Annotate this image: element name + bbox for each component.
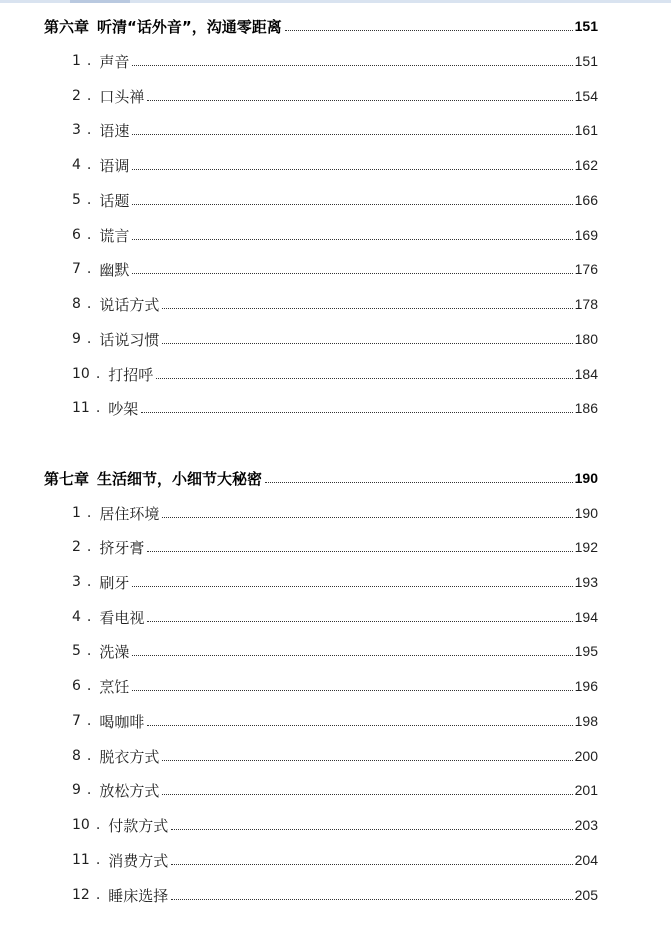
dot-leader: [132, 239, 572, 240]
page-number: 186: [574, 400, 598, 416]
entry-number: 2: [72, 88, 81, 104]
chapter-heading[interactable]: [44, 11, 598, 41]
toc-entry[interactable]: [44, 845, 598, 875]
dot-leader: [285, 30, 573, 31]
entry-number: 9: [72, 331, 81, 347]
toc-entry[interactable]: [44, 498, 598, 528]
entry-number: 11: [72, 852, 90, 868]
entry-separator: .: [86, 713, 92, 729]
dot-leader: [171, 864, 572, 865]
dot-leader: [162, 517, 572, 518]
entry-separator: .: [86, 331, 92, 347]
dot-leader: [132, 169, 572, 170]
entry-separator: .: [86, 157, 92, 173]
entry-separator: .: [86, 296, 92, 312]
toc-entry[interactable]: [44, 46, 598, 76]
page-number: 194: [574, 609, 598, 625]
dot-leader: [171, 899, 572, 900]
toc-entry[interactable]: [44, 636, 598, 666]
entry-separator: .: [86, 261, 92, 277]
dot-leader: [132, 204, 572, 205]
entry-number: 6: [72, 678, 81, 694]
dot-leader: [162, 343, 572, 344]
page-number: 196: [574, 678, 598, 694]
toc-entry[interactable]: [44, 185, 598, 215]
page-number: 162: [574, 157, 598, 173]
entry-separator: .: [86, 227, 92, 243]
entry-separator: .: [86, 122, 92, 138]
page-top-edge: [0, 0, 671, 3]
entry-number: 10: [72, 817, 90, 833]
dot-leader: [156, 378, 572, 379]
page-number: 203: [574, 817, 598, 833]
dot-leader: [147, 621, 572, 622]
chapter-heading[interactable]: [44, 463, 598, 493]
dot-leader: [132, 273, 572, 274]
dot-leader: [141, 412, 572, 413]
entry-number: 5: [72, 643, 81, 659]
entry-separator: .: [95, 400, 101, 416]
dot-leader: [162, 308, 572, 309]
entry-number: 6: [72, 227, 81, 243]
chapter-title: 听清“话外音”，沟通零距离: [97, 17, 282, 36]
page-number: 176: [574, 261, 598, 277]
entry-number: 2: [72, 539, 81, 555]
dot-leader: [132, 65, 572, 66]
entry-separator: .: [95, 366, 101, 382]
toc-entry[interactable]: [44, 324, 598, 354]
entry-separator: .: [86, 88, 92, 104]
entry-label: 消费方式: [108, 851, 169, 870]
entry-separator: .: [86, 748, 92, 764]
dot-leader: [162, 794, 572, 795]
chapter-label: 第六章: [44, 17, 90, 36]
entry-separator: .: [86, 782, 92, 798]
page-number: 198: [574, 713, 598, 729]
toc-entry[interactable]: [44, 671, 598, 701]
dot-leader: [147, 725, 572, 726]
toc-entry[interactable]: [44, 810, 598, 840]
entry-separator: .: [86, 505, 92, 521]
page-top-tab-mark: [70, 0, 130, 3]
entry-label: 口头禅: [99, 87, 145, 106]
page-number: 195: [574, 643, 598, 659]
entry-label: 语速: [99, 121, 130, 140]
page-number: 192: [574, 539, 598, 555]
page-number: 154: [574, 88, 598, 104]
entry-number: 1: [72, 53, 81, 69]
entry-number: 11: [72, 400, 90, 416]
page-number: 184: [574, 366, 598, 382]
chapter-label: 第七章: [44, 469, 90, 488]
entry-label: 烹饪: [99, 677, 130, 696]
entry-number: 3: [72, 122, 81, 138]
entry-label: 吵架: [108, 399, 139, 418]
entry-number: 12: [72, 887, 90, 903]
entry-label: 谎言: [99, 226, 130, 245]
page-number: 169: [574, 227, 598, 243]
page-number: 161: [574, 122, 598, 138]
toc-entry[interactable]: [44, 775, 598, 805]
entry-number: 8: [72, 748, 81, 764]
toc-entry[interactable]: [44, 81, 598, 111]
dot-leader: [171, 829, 572, 830]
entry-label: 居住环境: [99, 504, 160, 523]
entry-number: 3: [72, 574, 81, 590]
entry-separator: .: [86, 574, 92, 590]
chapter-title: 生活细节，小细节大秘密: [97, 469, 263, 488]
toc-entry[interactable]: [44, 289, 598, 319]
entry-label: 洗澡: [99, 642, 130, 661]
entry-label: 喝咖啡: [99, 712, 145, 731]
entry-label: 放松方式: [99, 781, 160, 800]
entry-separator: .: [86, 609, 92, 625]
page-number: 190: [574, 470, 598, 486]
entry-label: 挤牙膏: [99, 538, 145, 557]
entry-number: 4: [72, 609, 81, 625]
toc-entry[interactable]: [44, 706, 598, 736]
entry-separator: .: [86, 678, 92, 694]
page-number: 178: [574, 296, 598, 312]
entry-separator: .: [95, 887, 101, 903]
toc-entry[interactable]: [44, 532, 598, 562]
dot-leader: [132, 586, 572, 587]
entry-number: 8: [72, 296, 81, 312]
entry-label: 打招呼: [108, 365, 154, 384]
entry-label: 睡床选择: [108, 886, 169, 905]
entry-separator: .: [95, 817, 101, 833]
entry-number: 9: [72, 782, 81, 798]
entry-separator: .: [86, 643, 92, 659]
toc-entry[interactable]: [44, 220, 598, 250]
entry-label: 声音: [99, 52, 130, 71]
entry-label: 幽默: [99, 260, 130, 279]
toc-entry[interactable]: [44, 359, 598, 389]
entry-label: 说话方式: [99, 295, 160, 314]
dot-leader: [147, 100, 572, 101]
toc-entry[interactable]: [44, 254, 598, 284]
toc-entry[interactable]: [44, 741, 598, 771]
dot-leader: [132, 134, 572, 135]
entry-separator: .: [86, 53, 92, 69]
toc-entry[interactable]: [44, 567, 598, 597]
page-number: 151: [574, 18, 598, 34]
entry-label: 看电视: [99, 608, 145, 627]
entry-number: 10: [72, 366, 90, 382]
entry-label: 刷牙: [99, 573, 130, 592]
entry-label: 话题: [99, 191, 130, 210]
entry-number: 7: [72, 261, 81, 277]
page-number: 204: [574, 852, 598, 868]
entry-label: 语调: [99, 156, 130, 175]
entry-number: 5: [72, 192, 81, 208]
page-number: 190: [574, 505, 598, 521]
dot-leader: [147, 551, 572, 552]
page-number: 180: [574, 331, 598, 347]
toc-entry[interactable]: [44, 115, 598, 145]
entry-number: 4: [72, 157, 81, 173]
entry-separator: .: [86, 192, 92, 208]
entry-separator: .: [86, 539, 92, 555]
page-number: 201: [574, 782, 598, 798]
dot-leader: [265, 482, 573, 483]
dot-leader: [132, 655, 572, 656]
page-number: 200: [574, 748, 598, 764]
page-number: 151: [574, 53, 598, 69]
page-number: 205: [574, 887, 598, 903]
entry-label: 脱衣方式: [99, 747, 160, 766]
dot-leader: [132, 690, 572, 691]
toc-entry[interactable]: [44, 880, 598, 910]
entry-label: 付款方式: [108, 816, 169, 835]
entry-number: 7: [72, 713, 81, 729]
page-number: 166: [574, 192, 598, 208]
entry-number: 1: [72, 505, 81, 521]
entry-label: 话说习惯: [99, 330, 160, 349]
page-number: 193: [574, 574, 598, 590]
toc-entry[interactable]: [44, 393, 598, 423]
toc-entry[interactable]: [44, 602, 598, 632]
dot-leader: [162, 760, 572, 761]
toc-entry[interactable]: [44, 150, 598, 180]
entry-separator: .: [95, 852, 101, 868]
